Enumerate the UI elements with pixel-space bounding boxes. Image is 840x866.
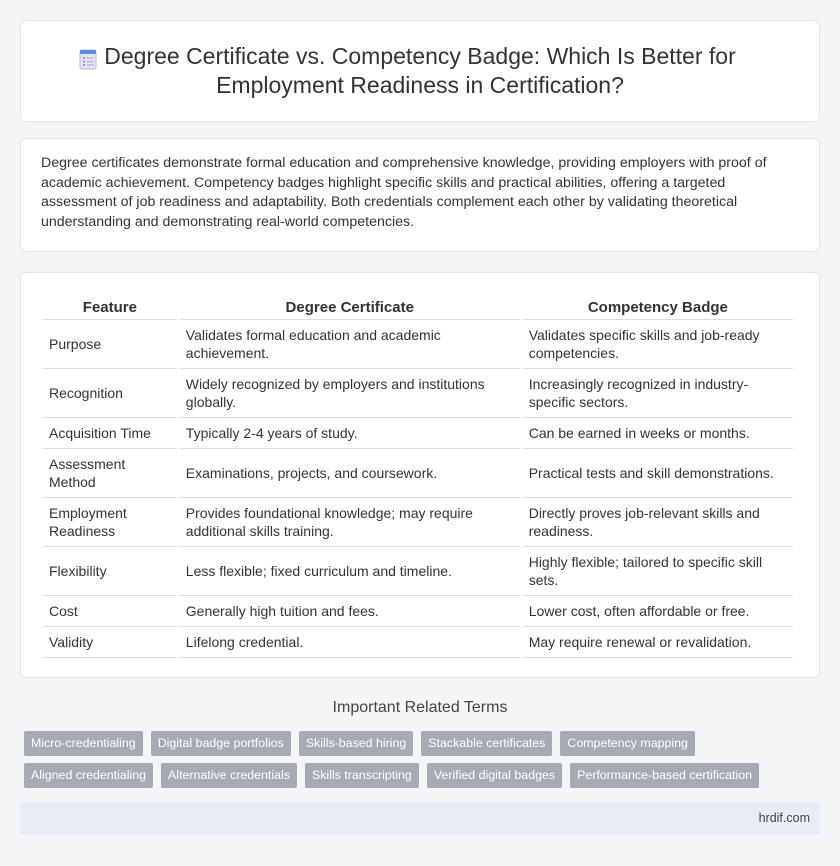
related-tags-row	[24, 763, 814, 788]
feature-cell: Assessment Method	[43, 449, 177, 498]
feature-cell: Purpose	[43, 320, 177, 369]
degree-cell: Less flexible; fixed curriculum and timeline.	[180, 547, 520, 596]
badge-cell: May require renewal or revalidation.	[523, 627, 793, 658]
table-row	[43, 320, 793, 369]
degree-cell: Generally high tuition and fees.	[180, 596, 520, 627]
intro-card	[20, 138, 820, 252]
related-tag[interactable]: Verified digital badges	[427, 763, 562, 788]
feature-cell: Cost	[43, 596, 177, 627]
header-degree-certificate: Degree Certificate	[180, 295, 520, 320]
badge-cell: Practical tests and skill demonstrations.	[523, 449, 793, 498]
table-row	[43, 369, 793, 418]
table-row	[43, 498, 793, 547]
badge-cell: Validates specific skills and job-ready competencies.	[523, 320, 793, 369]
related-tags-row	[24, 731, 814, 756]
related-tag[interactable]: Digital badge portfolios	[151, 731, 291, 756]
degree-cell: Provides foundational knowledge; may require additional skills training.	[180, 498, 520, 547]
badge-cell: Highly flexible; tailored to specific skill sets.	[523, 547, 793, 596]
feature-cell: Validity	[43, 627, 177, 658]
header-feature: Feature	[43, 295, 177, 320]
comparison-table-card	[20, 272, 820, 678]
feature-cell: Recognition	[43, 369, 177, 418]
table-row	[43, 627, 793, 658]
footer	[20, 802, 820, 835]
table-row	[43, 547, 793, 596]
title-card	[20, 20, 820, 122]
related-tag[interactable]: Stackable certificates	[421, 731, 552, 756]
degree-cell: Widely recognized by employers and institutions globally.	[180, 369, 520, 418]
table-row	[43, 418, 793, 449]
degree-cell: Lifelong credential.	[180, 627, 520, 658]
related-tag[interactable]: Skills-based hiring	[299, 731, 414, 756]
comparison-table	[40, 295, 796, 658]
related-terms-title: Important Related Terms	[332, 699, 508, 716]
related-tag[interactable]: Micro-credentialing	[24, 731, 143, 756]
page-title: Degree Certificate vs. Competency Badge: Which Is Better for Employment Readiness in Certification?	[104, 43, 736, 98]
feature-cell: Acquisition Time	[43, 418, 177, 449]
related-tag[interactable]: Aligned credentialing	[24, 763, 153, 788]
badge-cell: Lower cost, often affordable or free.	[523, 596, 793, 627]
feature-cell: Flexibility	[43, 547, 177, 596]
related-tag[interactable]: Competency mapping	[560, 731, 695, 756]
badge-cell: Directly proves job-relevant skills and readiness.	[523, 498, 793, 547]
table-row	[43, 596, 793, 627]
degree-cell: Validates formal education and academic achievement.	[180, 320, 520, 369]
related-tag[interactable]: Alternative credentials	[161, 763, 297, 788]
badge-cell: Can be earned in weeks or months.	[523, 418, 793, 449]
intro-text: Degree certificates demonstrate formal education and comprehensive knowledge, providing employers with proof of academic achievement. Competency badges highlight specific skills and practical abilities, offering a targeted assessment of job readiness and adaptability. Both credentials complement each other by validating theoretical understanding and demonstrating real-world competencies.	[41, 155, 767, 230]
feature-cell: Employment Readiness	[43, 498, 177, 547]
degree-cell: Examinations, projects, and coursework.	[180, 449, 520, 498]
badge-cell: Increasingly recognized in industry-specific sectors.	[523, 369, 793, 418]
footer-site-link[interactable]: hrdif.com	[758, 811, 810, 825]
related-tag[interactable]: Skills transcripting	[305, 763, 419, 788]
header-competency-badge: Competency Badge	[523, 295, 793, 320]
degree-cell: Typically 2-4 years of study.	[180, 418, 520, 449]
related-tag[interactable]: Performance-based certification	[570, 763, 759, 788]
table-row	[43, 449, 793, 498]
